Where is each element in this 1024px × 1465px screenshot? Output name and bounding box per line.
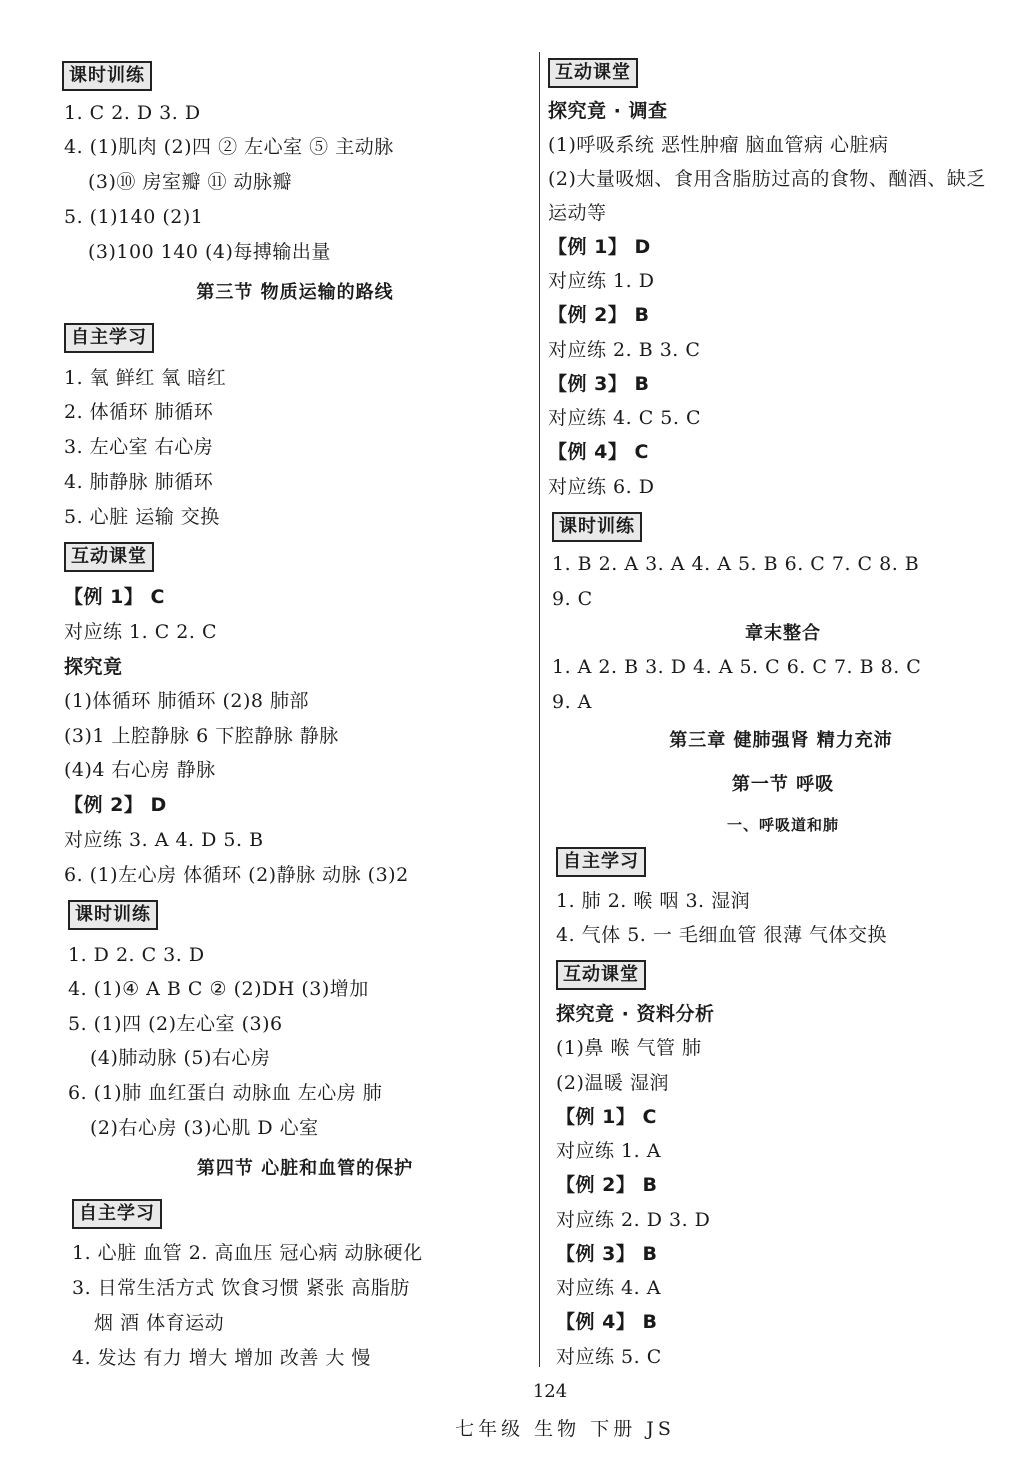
answer-line: 对应练 4. C 5. C xyxy=(548,407,701,429)
answer-line: (2)温暖 湿润 xyxy=(556,1072,669,1094)
answer-line: 对应练 3. A 4. D 5. B xyxy=(64,829,264,851)
inquiry-label: 探究竟 · 资料分析 xyxy=(556,1003,715,1025)
answer-line: 烟 酒 体育运动 xyxy=(94,1312,225,1334)
answer-line: 1. 肺 2. 喉 咽 3. 湿润 xyxy=(556,890,751,912)
section-box-interactive: 互动课堂 xyxy=(556,960,646,990)
answer-line: 运动等 xyxy=(548,202,607,224)
example-line: 【例 2】 D xyxy=(64,794,167,816)
answer-line: 9. C xyxy=(552,588,593,610)
answer-line: 3. 左心室 右心房 xyxy=(64,436,214,458)
section-box-self-study: 自主学习 xyxy=(72,1199,162,1229)
answer-line: 1. 氧 鲜红 氧 暗红 xyxy=(64,367,227,389)
example-line: 【例 1】 D xyxy=(548,236,651,258)
answer-line: 9. A xyxy=(552,691,592,713)
answer-line: 5. (1)四 (2)左心室 (3)6 xyxy=(68,1013,283,1035)
subsection-heading: 一、呼吸道和肺 xyxy=(726,816,839,834)
answer-line: (4)4 右心房 静脉 xyxy=(64,759,216,781)
answer-line: (2)大量吸烟、食用含脂肪过高的食物、酗酒、缺乏 xyxy=(548,168,986,190)
section-box-practice: 课时训练 xyxy=(552,512,642,542)
chapter-heading: 第三章 健肺强肾 精力充沛 xyxy=(669,730,893,751)
answer-line: 对应练 1. A xyxy=(556,1140,661,1162)
section-box-practice: 课时训练 xyxy=(68,900,158,930)
example-line: 【例 3】 B xyxy=(548,373,650,395)
inquiry-label: 探究竟 xyxy=(64,656,123,678)
answer-line: (4)肺动脉 (5)右心房 xyxy=(90,1047,271,1069)
answer-line: 5. 心脏 运输 交换 xyxy=(64,506,220,528)
book-info-footer: 七年级 生物 下册 JS xyxy=(455,1418,675,1440)
example-line: 【例 4】 B xyxy=(556,1311,658,1333)
answer-line: 5. (1)140 (2)1 xyxy=(64,206,204,228)
answer-line: 对应练 2. D 3. D xyxy=(556,1209,711,1231)
answer-line: (2)右心房 (3)心肌 D 心室 xyxy=(90,1117,319,1139)
answer-line: 4. (1)④ A B C ② (2)DH (3)增加 xyxy=(68,978,369,1000)
section-heading: 第四节 心脏和血管的保护 xyxy=(196,1158,414,1179)
section-heading: 章末整合 xyxy=(745,623,821,644)
answer-line: 对应练 1. D xyxy=(548,270,655,292)
answer-line: (3)⑩ 房室瓣 ⑪ 动脉瓣 xyxy=(88,171,293,193)
answer-line: 4. 气体 5. 一 毛细血管 很薄 气体交换 xyxy=(556,924,887,946)
inquiry-label: 探究竟 · 调查 xyxy=(548,100,668,122)
answer-line: (3)1 上腔静脉 6 下腔静脉 静脉 xyxy=(64,725,339,747)
answer-line: 6. (1)肺 血红蛋白 动脉血 左心房 肺 xyxy=(68,1082,383,1104)
section-box-interactive: 互动课堂 xyxy=(64,542,154,572)
answer-line: 2. 体循环 肺循环 xyxy=(64,401,214,423)
example-line: 【例 1】 C xyxy=(556,1106,657,1128)
page-number: 124 xyxy=(532,1381,568,1402)
answer-line: (3)100 140 (4)每搏输出量 xyxy=(88,241,331,263)
answer-line: 1. A 2. B 3. D 4. A 5. C 6. C 7. B 8. C xyxy=(552,656,922,678)
answer-line: 对应练 1. C 2. C xyxy=(64,621,217,643)
answer-line: 1. D 2. C 3. D xyxy=(68,944,205,966)
section-box-practice: 课时训练 xyxy=(62,61,152,91)
column-divider xyxy=(539,52,540,1367)
example-line: 【例 2】 B xyxy=(556,1174,658,1196)
example-line: 【例 2】 B xyxy=(548,304,650,326)
answer-line: 对应练 6. D xyxy=(548,476,655,498)
answer-line: 对应练 2. B 3. C xyxy=(548,339,701,361)
answer-line: 6. (1)左心房 体循环 (2)静脉 动脉 (3)2 xyxy=(64,864,409,886)
answer-line: 3. 日常生活方式 饮食习惯 紧张 高脂肪 xyxy=(72,1277,410,1299)
answer-line: 1. B 2. A 3. A 4. A 5. B 6. C 7. C 8. B xyxy=(552,553,920,575)
section-heading: 第三节 物质运输的路线 xyxy=(196,282,394,303)
answer-line: 4. 肺静脉 肺循环 xyxy=(64,471,214,493)
example-line: 【例 3】 B xyxy=(556,1243,658,1265)
answer-line: 1. C 2. D 3. D xyxy=(64,102,201,124)
answer-line: 对应练 5. C xyxy=(556,1346,662,1368)
answer-line: (1)鼻 喉 气管 肺 xyxy=(556,1037,702,1059)
answer-line: (1)呼吸系统 恶性肿瘤 脑血管病 心脏病 xyxy=(548,134,889,156)
answer-line: 1. 心脏 血管 2. 高血压 冠心病 动脉硬化 xyxy=(72,1242,423,1264)
answer-line: 4. 发达 有力 增大 增加 改善 大 慢 xyxy=(72,1347,371,1369)
section-box-self-study: 自主学习 xyxy=(556,847,646,877)
answer-line: (1)体循环 肺循环 (2)8 肺部 xyxy=(64,690,310,712)
answer-line: 对应练 4. A xyxy=(556,1277,661,1299)
example-line: 【例 1】 C xyxy=(64,586,165,608)
section-box-interactive: 互动课堂 xyxy=(548,58,638,88)
section-heading: 第一节 呼吸 xyxy=(731,774,835,795)
example-line: 【例 4】 C xyxy=(548,441,649,463)
section-box-self-study: 自主学习 xyxy=(64,323,154,353)
answer-line: 4. (1)肌肉 (2)四 ② 左心室 ⑤ 主动脉 xyxy=(64,136,394,158)
